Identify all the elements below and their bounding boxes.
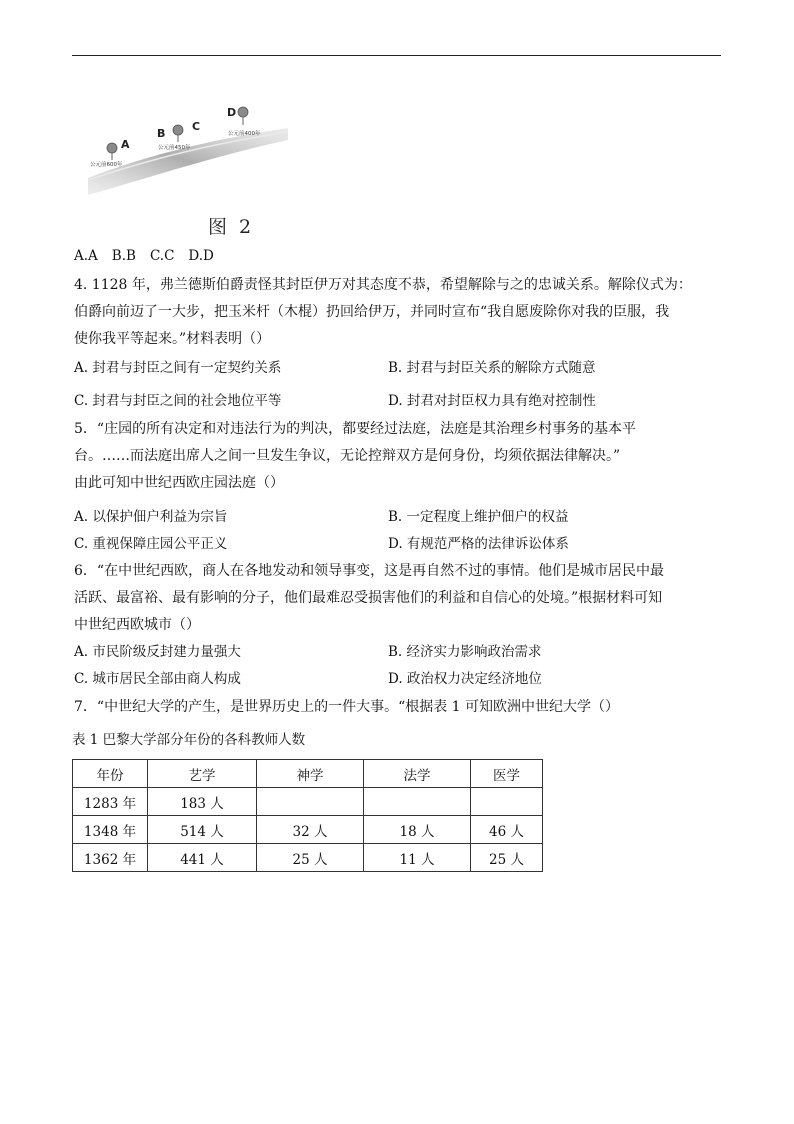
table-cell: 1348 年 [73, 816, 148, 844]
q6-stem-line-3: 中世纪西欧城市（） [74, 617, 200, 633]
table-cell: 46 人 [471, 816, 543, 844]
q5-option-c[interactable]: C. 重视保障庄园公平正义 [74, 536, 228, 552]
marker-c-note: 公元前450年 [158, 145, 191, 151]
q3-options [74, 246, 228, 266]
table-cell: 32 人 [257, 816, 364, 844]
table-title: 表 1 巴黎大学部分年份的各科教师人数 [72, 732, 306, 748]
table-header-cell: 法学 [364, 760, 471, 788]
q6-option-d[interactable]: D. 政治权力决定经济地位 [388, 671, 542, 687]
table-cell: 514 人 [148, 816, 257, 844]
q5-option-b[interactable]: B. 一定程度上维护佃户的权益 [388, 509, 569, 525]
q4-option-d[interactable]: D. 封君对封臣权力具有绝对控制性 [388, 393, 596, 409]
q4-stem-line-3: 使你我平等起来。”材料表明（） [74, 331, 271, 347]
table-header-cell: 神学 [257, 760, 364, 788]
table-cell [257, 788, 364, 816]
table-cell: 25 人 [257, 844, 364, 872]
table-cell: 11 人 [364, 844, 471, 872]
q3-option-a[interactable]: A.A [74, 248, 98, 264]
q5-option-a[interactable]: A. 以保护佃户利益为宗旨 [74, 509, 228, 525]
table-row [73, 816, 543, 844]
table-header-cell: 艺学 [148, 760, 257, 788]
table-cell: 18 人 [364, 816, 471, 844]
table-cell: 1362 年 [73, 844, 148, 872]
table-cell: 183 人 [148, 788, 257, 816]
q5-stem-line-3: 由此可知中世纪西欧庄园法庭（） [74, 475, 284, 491]
q6-option-c[interactable]: C. 城市居民全部由商人构成 [74, 671, 241, 687]
q6-option-a[interactable]: A. 市民阶级反封建力量强大 [74, 644, 241, 660]
q5-stem-line-2: 台。……而法庭出席人之间一旦发生争议，无论控辩双方是何身份，均须依据法律解决。” [74, 448, 621, 464]
q6-stem-line-1: 6．“在中世纪西欧，商人在各地发动和领导事变，这是再自然不过的事情。他们是城市居民中最 [74, 563, 665, 579]
marker-b-label: B [157, 127, 166, 140]
q7-stem: 7．“中世纪大学的产生，是世界历史上的一件大事。“根据表 1 可知欧洲中世纪大学（） [74, 699, 620, 715]
q5-option-d[interactable]: D. 有规范严格的法律诉讼体系 [388, 536, 569, 552]
q4-stem-line-2: 伯爵向前迈了一大步，把玉米杆（木棍）扔回给伊万，并同时宣布“我自愿废除你对我的臣服，我 [74, 304, 670, 320]
table-header-row [73, 760, 543, 788]
teachers-table [72, 759, 543, 872]
marker-a-note: 公元前600年 [90, 162, 123, 168]
table-row [73, 788, 543, 816]
table-header-cell: 年份 [73, 760, 148, 788]
marker-d-label: D [227, 106, 237, 119]
q3-option-b[interactable]: B.B [111, 248, 136, 264]
q6-stem-line-2: 活跃、最富裕、最有影响的分子，他们最难忍受损害他们的利益和自信心的处境。”根据材料可知 [74, 590, 663, 606]
figure-caption: 图 2 [208, 216, 255, 238]
table-cell [471, 788, 543, 816]
q3-option-d[interactable]: D.D [188, 248, 214, 264]
timeline-figure [88, 100, 288, 210]
marker-a-pin [107, 143, 117, 160]
q3-option-c[interactable]: C.C [149, 248, 175, 264]
table-header-cell: 医学 [471, 760, 543, 788]
q4-option-b[interactable]: B. 封君与封臣关系的解除方式随意 [388, 360, 596, 376]
table-cell: 1283 年 [73, 788, 148, 816]
marker-bc-pin [173, 125, 183, 142]
table-row [73, 844, 543, 872]
table-cell: 25 人 [471, 844, 543, 872]
header-rule [72, 55, 721, 56]
marker-c-label: C [192, 120, 201, 133]
table-cell [364, 788, 471, 816]
q5-stem-line-1: 5．“庄园的所有决定和对违法行为的判决，都要经过法庭，法庭是其治理乡村事务的基本平 [74, 421, 637, 437]
marker-d-pin [238, 107, 248, 125]
q4-stem-line-1: 4. 1128 年，弗兰德斯伯爵责怪其封臣伊万对其态度不恭，希望解除与之的忠诚关系。解除仪式为： [74, 277, 692, 293]
q4-option-c[interactable]: C. 封君与封臣之间的社会地位平等 [74, 393, 282, 409]
q4-option-a[interactable]: A. 封君与封臣之间有一定契约关系 [74, 360, 282, 376]
marker-d-note: 公元前400年 [228, 131, 261, 137]
q6-option-b[interactable]: B. 经济实力影响政治需求 [388, 644, 542, 660]
marker-a-label: A [121, 138, 130, 151]
table-cell: 441 人 [148, 844, 257, 872]
